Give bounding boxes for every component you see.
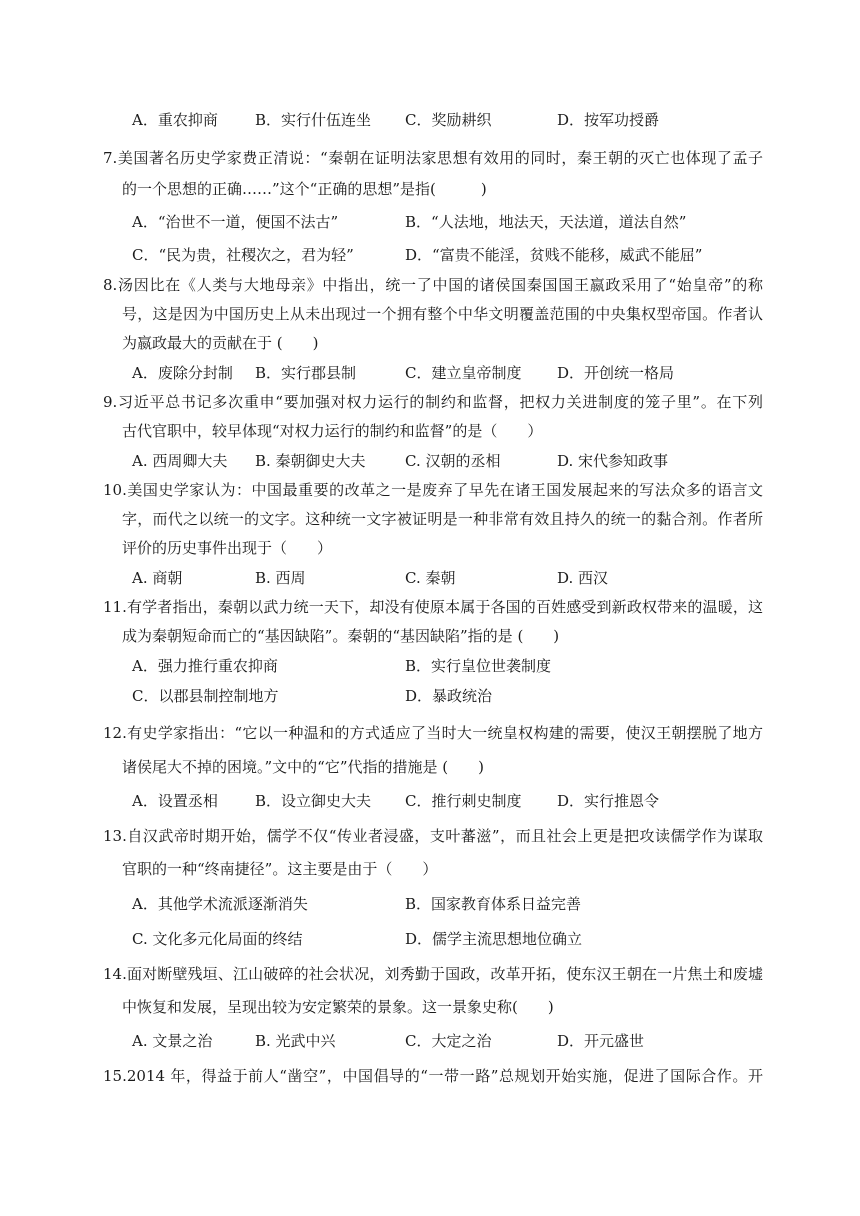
q7-cont: 的一个思想的正确……”这个“正确的思想”是指( ) [122, 180, 487, 198]
q12-stem: 12.有史学家指出：“它以一种温和的方式适应了当时大一统皇权构建的需要，使汉王朝摆脱了地方 [103, 724, 763, 742]
q11-options-2-choice-1: C．以郡县制控制地方 [132, 687, 279, 705]
q8-cont-2: 为嬴政最大的贡献在于 ( ) [122, 334, 319, 352]
q7-stem: 7.美国著名历史学家费正清说：“秦朝在证明法家思想有效用的同时，秦王朝的灭亡也体现了孟子 [103, 149, 763, 167]
q10-stem: 10.美国史学家认为：中国最重要的改革之一是废弃了早先在诸王国发展起来的写法众多的语言文 [103, 481, 763, 499]
q10-options-choice-1: A. 商朝 [132, 569, 183, 587]
q11-stem: 11.有学者指出，秦朝以武力统一天下，却没有使原本属于各国的百姓感受到新政权带来的温暖，这 [103, 598, 763, 616]
q14-cont: 中恢复和发展，呈现出较为安定繁荣的景象。这一景象史称( ) [122, 998, 554, 1016]
q13-cont: 官职的一种“终南捷径”。这主要是由于（ ） [122, 860, 438, 878]
q12-options-choice-1: A．设置丞相 [132, 792, 218, 810]
q7-options-1-choice-1: A．“治世不一道，便国不法古” [132, 213, 339, 231]
q10-options-choice-3: C. 秦朝 [405, 569, 456, 587]
q14-options-choice-4: D．开元盛世 [557, 1032, 645, 1050]
q13-options-1-choice-2: B．国家教育体系日益完善 [405, 895, 582, 913]
q6-options-choice-4: D．按军功授爵 [557, 111, 660, 129]
q8-options-choice-4: D．开创统一格局 [557, 364, 675, 382]
q11-options-2-choice-2: D．暴政统治 [405, 687, 493, 705]
q13-options-1-choice-1: A．其他学术流派逐渐消失 [132, 895, 308, 913]
q13-options-2-choice-1: C. 文化多元化局面的终结 [132, 930, 303, 948]
q10-options-choice-4: D. 西汉 [557, 569, 609, 587]
q9-cont: 古代官职中，较早体现“对权力运行的制约和监督”的是（ ） [122, 422, 543, 440]
q6-options-choice-1: A．重农抑商 [132, 111, 218, 129]
q14-stem: 14.面对断壁残垣、江山破碎的社会状况，刘秀勤于国政，改革开拓，使东汉王朝在一片焦土和废墟 [103, 965, 763, 983]
q11-cont: 成为秦朝短命而亡的“基因缺陷”。秦朝的“基因缺陷”指的是 ( ) [122, 627, 560, 645]
q7-options-2-choice-2: D．“富贵不能淫，贫贱不能移，威武不能屈” [405, 246, 703, 264]
q12-options-choice-2: B．设立御史大夫 [255, 792, 372, 810]
q6-options-choice-3: C．奖励耕织 [405, 111, 492, 129]
q8-cont-1: 号，这是因为中国历史上从未出现过一个拥有整个中华文明覆盖范围的中央集权型帝国。作者认 [122, 305, 763, 323]
q11-options-1-choice-2: B．实行皇位世袭制度 [405, 657, 552, 675]
q10-cont-1: 字，而代之以统一的文字。这种统一文字被证明是一种非常有效且持久的统一的黏合剂。作者所 [122, 510, 763, 528]
q8-stem: 8.汤因比在《人类与大地母亲》中指出，统一了中国的诸侯国秦国国王嬴政采用了“始皇帝”的称 [103, 276, 763, 294]
q13-options-2-choice-2: D．儒学主流思想地位确立 [405, 930, 583, 948]
q8-options-choice-1: A．废除分封制 [132, 364, 233, 382]
q10-options-choice-2: B. 西周 [255, 569, 306, 587]
q9-options-choice-3: C. 汉朝的丞相 [405, 452, 501, 470]
q10-cont-2: 评价的历史事件出现于（ ） [122, 539, 333, 557]
q12-options-choice-4: D．实行推恩令 [557, 792, 660, 810]
q9-stem: 9.习近平总书记多次重申“要加强对权力运行的制约和监督，把权力关进制度的笼子里”。在下列 [103, 393, 763, 411]
q8-options-choice-2: B．实行郡县制 [255, 364, 357, 382]
q14-options-choice-2: B. 光武中兴 [255, 1032, 336, 1050]
q7-options-2-choice-1: C．“民为贵，社稷次之，君为轻” [132, 246, 354, 264]
q8-options-choice-3: C．建立皇帝制度 [405, 364, 522, 382]
q9-options-choice-4: D. 宋代参知政事 [557, 452, 669, 470]
q7-options-1-choice-2: B．“人法地，地法天，天法道，道法自然” [405, 213, 687, 231]
q12-cont: 诸侯尾大不掉的困境。”文中的“它”代指的措施是 ( ) [122, 758, 484, 776]
q9-options-choice-1: A. 西周卿大夫 [132, 452, 228, 470]
q6-options-choice-2: B．实行什伍连坐 [255, 111, 372, 129]
q9-options-choice-2: B. 秦朝御史大夫 [255, 452, 366, 470]
q14-options-choice-3: C．大定之治 [405, 1032, 492, 1050]
q15-stem: 15.2014 年，得益于前人“凿空”，中国倡导的“一带一路”总规划开始实施，促进了国际合作。开 [103, 1067, 763, 1085]
q14-options-choice-1: A. 文景之治 [132, 1032, 213, 1050]
q13-stem: 13.自汉武帝时期开始，儒学不仅“传业者浸盛，支叶蕃滋”，而且社会上更是把攻读儒学作为谋取 [103, 827, 763, 845]
q11-options-1-choice-1: A．强力推行重农抑商 [132, 657, 278, 675]
q12-options-choice-3: C．推行刺史制度 [405, 792, 522, 810]
